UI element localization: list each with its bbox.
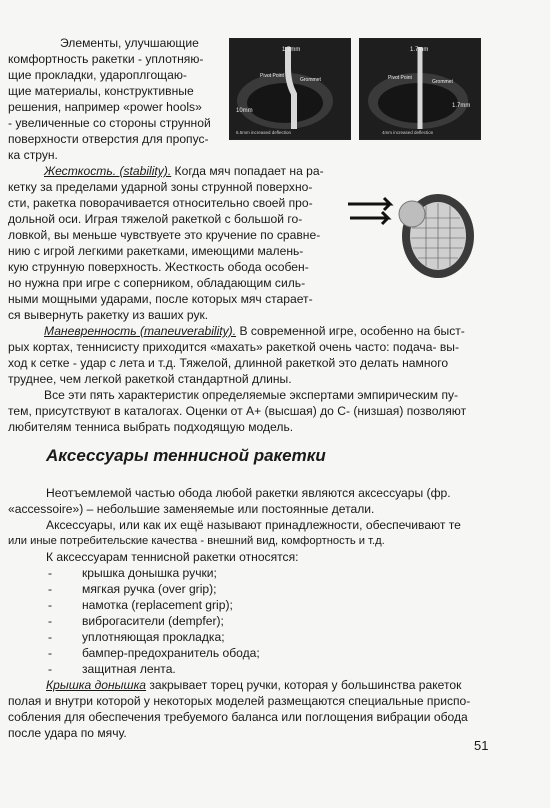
list-bullet: - (48, 598, 53, 612)
text-line: - увеличенные со стороны струнной (8, 116, 211, 130)
text-line: кую струнную поверхность. Жесткость обода особен- (8, 260, 309, 274)
text-line: труднее, чем легкой ракеткой стандартной длины. (8, 372, 292, 386)
photo-left-caption: 6.5mm increased deflection (236, 130, 292, 135)
text-line: К аксессуарам теннисной ракетки относятся: (46, 550, 299, 564)
term-stability: Жесткость. (stability). (44, 164, 172, 178)
text-line: тем, присутствуют в каталогах. Оценки от А+ (высшая) до С- (низшая) позволяют (8, 404, 467, 418)
photo-grommet-deflection-left (229, 38, 351, 140)
text-line: полая и внутри которой у некоторых моделей размещаются специальные приспо- (8, 694, 471, 708)
text-line: рых кортах, теннисисту приходится «махать» ракеткой очень часто: подача- вы- (8, 340, 459, 354)
text-line: сти, ракетка поворачивается относительно своей про- (8, 196, 313, 210)
text-line: после удара по мячу. (8, 726, 127, 740)
racket-ball-image (346, 178, 484, 278)
paragraph-maneuver-start (44, 324, 465, 340)
list-item: уплотняющая прокладка; (82, 630, 225, 644)
text-line: собления для обеспечения требуемого баланса или поглощения вибрации обода (8, 710, 468, 724)
photo-right-caption: 4mm increased deflection (382, 130, 434, 135)
photo-right-label-top: 1.7mm (410, 47, 429, 53)
list-bullet: - (48, 630, 53, 644)
text-line: ка струн. (8, 148, 58, 162)
photo-left-image (230, 39, 350, 139)
text-line: решения, например «power hools» (8, 100, 202, 114)
text-line: комфортность ракетки - уплотняю- (8, 52, 204, 66)
photo-left-label-side: 10mm (236, 108, 253, 114)
text-line: закрывает торец ручки, которая у большинства ракеток (146, 678, 462, 692)
text-line: Элементы, улучшающие (60, 36, 199, 50)
text-line: но нужна при игре с соперником, обладающим силь- (8, 276, 306, 290)
text-line: Когда мяч попадает на ра- (171, 164, 324, 178)
text-line: нию с игрой легкими ракетками, имеющими малень- (8, 244, 304, 258)
text-line: Все эти пять характеристик определяемые экспертами эмпирическим пу- (44, 388, 459, 402)
text-line: Неотъемлемой частью обода любой ракетки являются аксессуары (фр. (46, 486, 451, 500)
text-line: ными мощными ударами, после которых мяч старает- (8, 292, 313, 306)
photo-right-label-pivot: Pivot Point (388, 75, 412, 81)
photo-grommet-deflection-right (359, 38, 481, 140)
text-line: «accessoire») – небольшие заменяемые или постоянные детали. (8, 502, 375, 516)
text-line: В современной игре, особенно на быст- (236, 324, 465, 338)
term-maneuverability: Маневренность (maneuverability). (44, 324, 237, 338)
text-line: щие материалы, конструктивные (8, 84, 194, 98)
photo-right-image (360, 39, 480, 139)
list-item: виброгасители (dempfer); (82, 614, 224, 628)
text-line: или иные потребительские качества - внешний вид, комфортность и т.д. (8, 535, 385, 547)
photo-right-label-grommet: Grommet (432, 79, 453, 85)
text-line: щие прокладки, удароплгощаю- (8, 68, 187, 82)
list-item: мягкая ручка (over grip); (82, 582, 217, 596)
list-item: защитная лента. (82, 662, 176, 676)
text-line: ход к сетке - удар с лета и т.д. Тяжелой, длинной ракеткой это делать намного (8, 356, 449, 370)
list-bullet: - (48, 662, 53, 676)
paragraph-stability-start (44, 164, 324, 180)
text-line: ловкой, вы меньше чувствуете это кручение по сравне- (8, 228, 321, 242)
page-number: 51 (474, 738, 489, 753)
list-item: намотка (replacement grip); (82, 598, 233, 612)
list-bullet: - (48, 566, 53, 580)
list-item: бампер-предохранитель обода; (82, 646, 260, 660)
list-bullet: - (48, 582, 53, 596)
photo-left-label-grommet: Grommet (300, 77, 321, 83)
photo-left-label-pivot: Pivot Point (260, 73, 284, 79)
section-heading: Аксессуары теннисной ракетки (46, 446, 326, 465)
photo-right-label-side: 1.7mm (452, 103, 471, 109)
text-line: поверхности отверстия для пропус- (8, 132, 209, 146)
text-line: дольной оси. Играя тяжелой ракеткой с большой го- (8, 212, 303, 226)
list-item: крышка донышка ручки; (82, 566, 217, 580)
photo-left-label-top: 1.7mm (282, 47, 301, 53)
paragraph-cap-start (46, 678, 461, 694)
text-line: Аксессуары, или как их ещё называют принадлежности, обеспечивают те (46, 518, 461, 532)
text-line: кетку за пределами ударной зоны струнной поверхно- (8, 180, 313, 194)
racket-twist-illustration (346, 178, 484, 278)
text-line: любителям тенниса выбрать подходящую модель. (8, 420, 294, 434)
list-bullet: - (48, 646, 53, 660)
text-line: ся вывернуть ракетку из ваших рук. (8, 308, 209, 322)
term-cap: Крышка донышка (46, 678, 147, 692)
list-bullet: - (48, 614, 53, 628)
